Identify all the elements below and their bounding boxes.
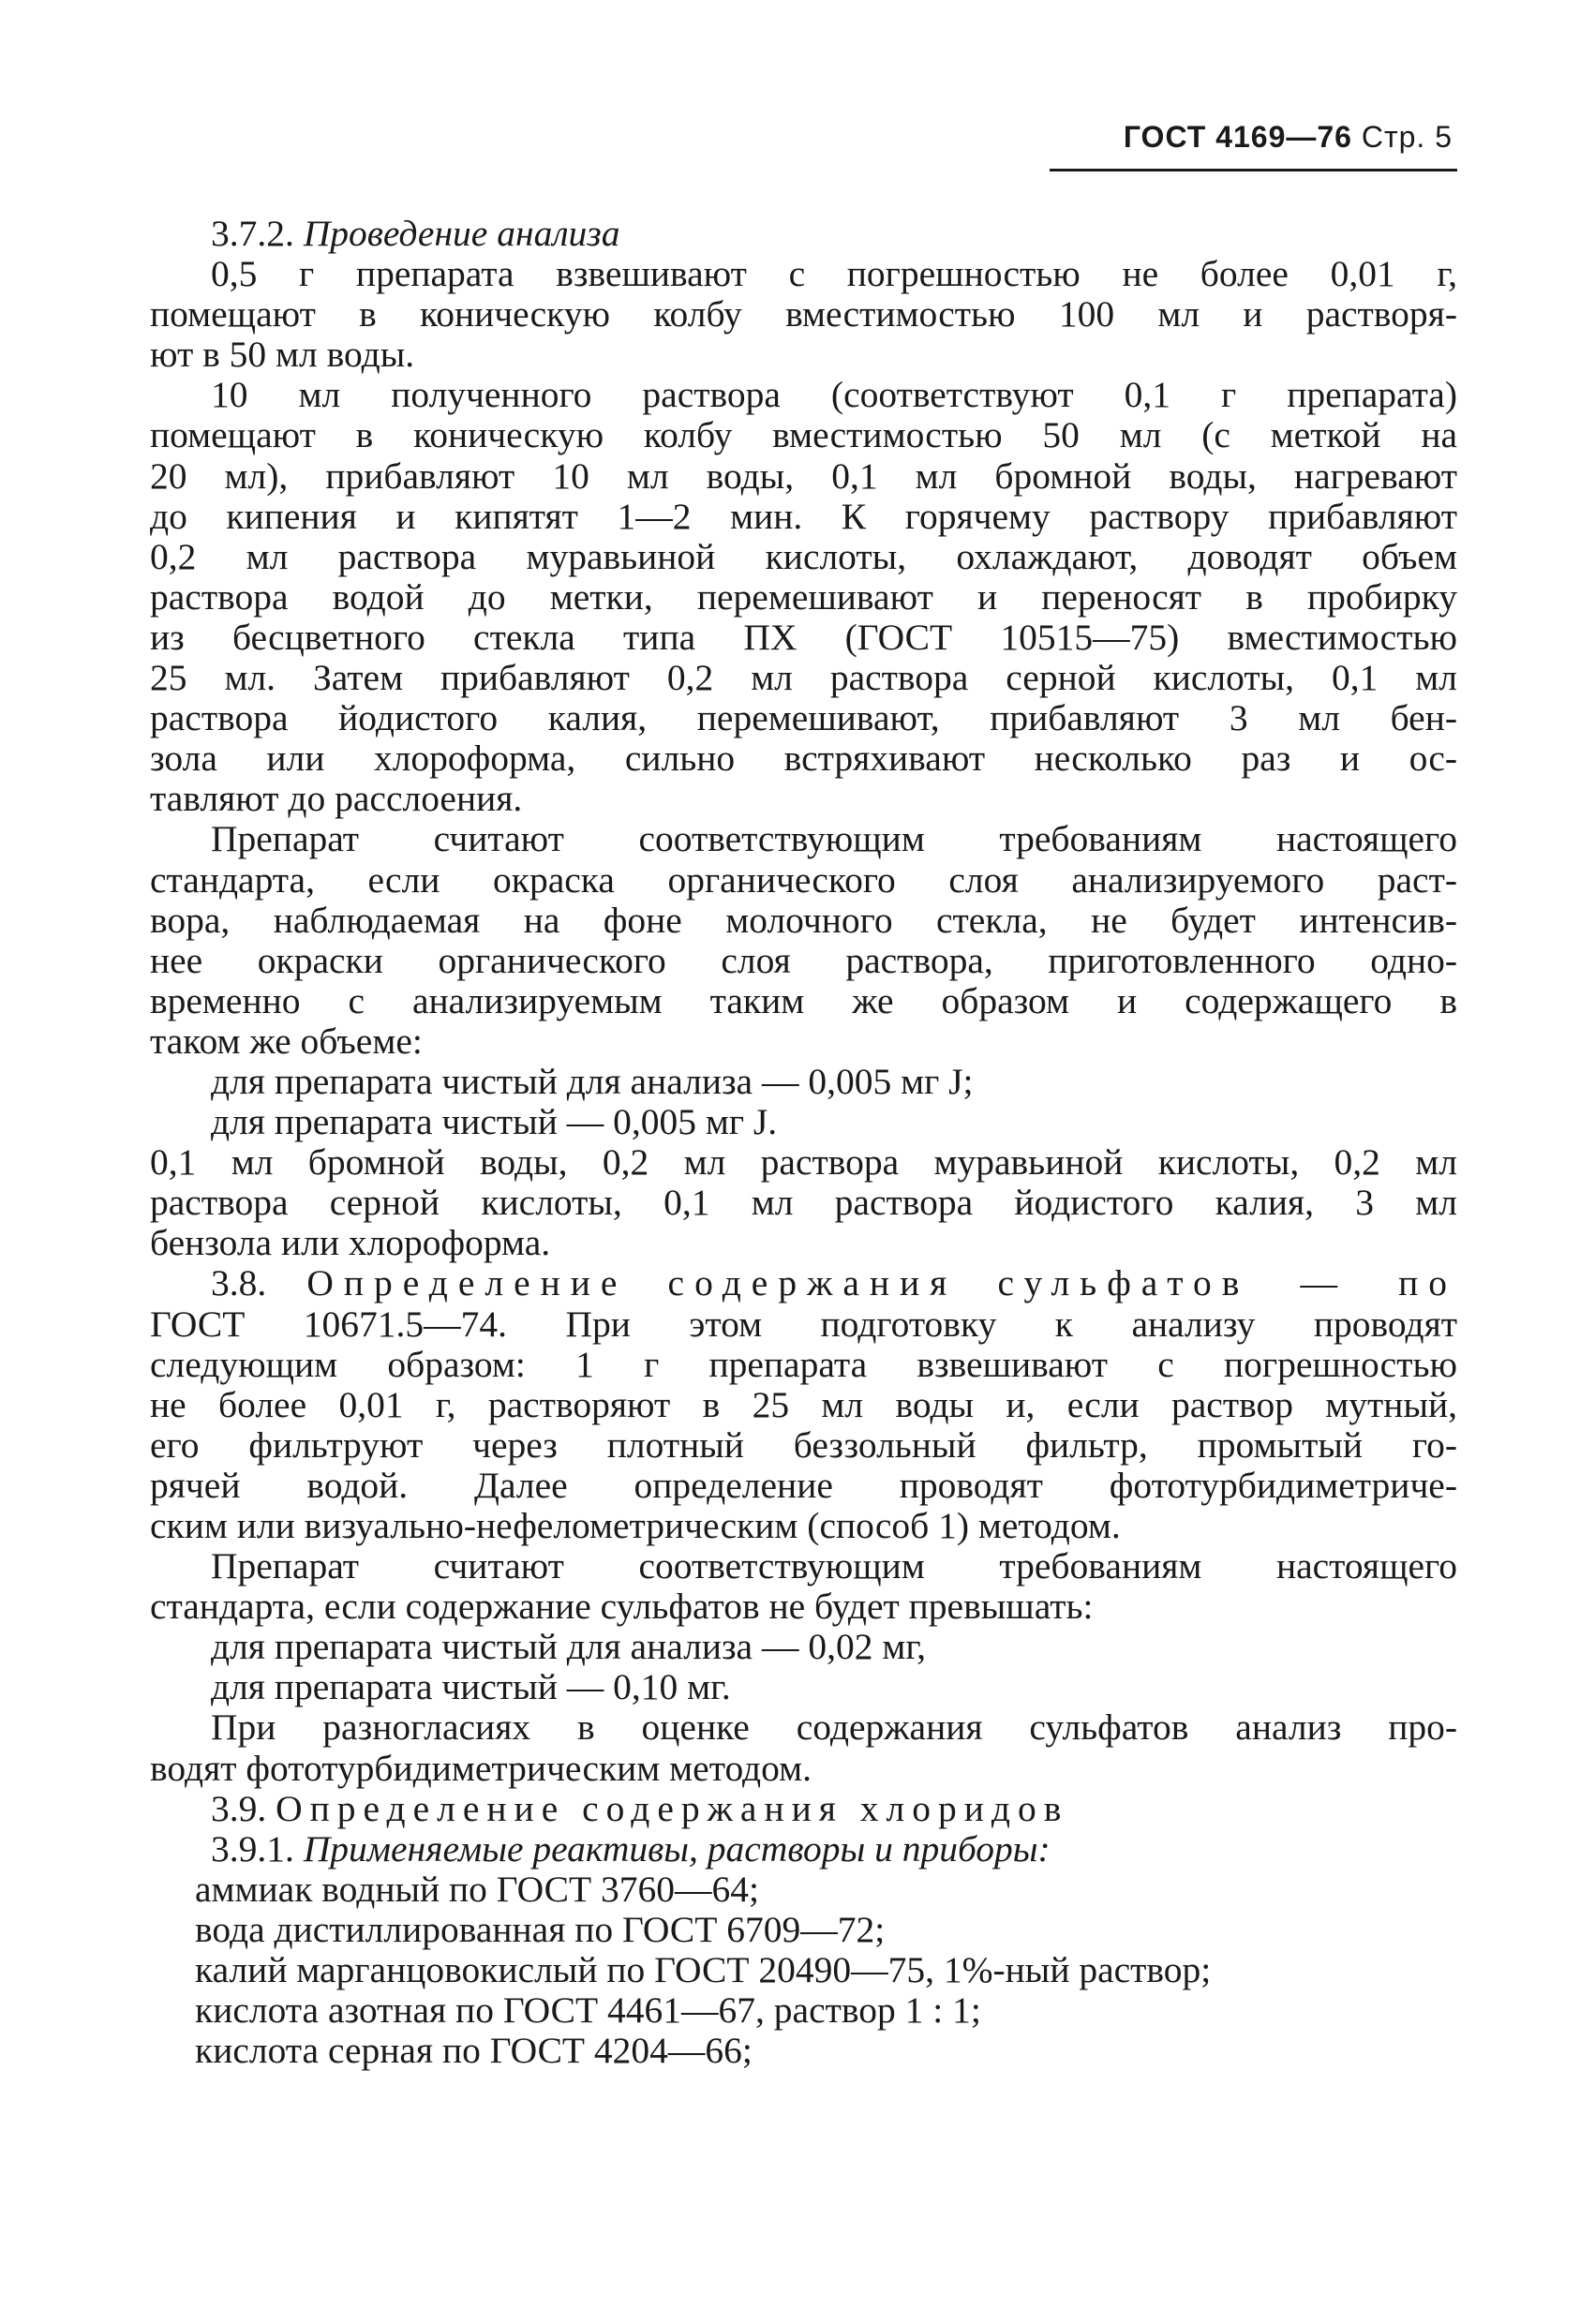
section-heading-3-9-1 bbox=[150, 1829, 1457, 1870]
page-number: Стр. 5 bbox=[1361, 120, 1453, 154]
text-line: таком же объеме: bbox=[150, 1020, 423, 1062]
text-line: следующим образом: 1 г препарата взвешивают с погрешностью bbox=[150, 1343, 1457, 1385]
text-line: Препарат считают соответствующим требованиям настоящего bbox=[211, 818, 1457, 860]
reagent-line: калий марганцовокислый по ГОСТ 20490—75, 1%-ный раствор; bbox=[195, 1949, 1212, 1991]
spaced-word: сульфатов — по bbox=[997, 1262, 1458, 1304]
text-line: 10 мл полученного раствора (соответствуют 0,1 г препарата) bbox=[211, 374, 1457, 416]
header-rule bbox=[1050, 169, 1457, 171]
section-heading-3-9 bbox=[150, 1789, 1457, 1829]
limit-line: для препарата чистый — 0,005 мг J. bbox=[211, 1101, 778, 1143]
text-line: раствора водой до метки, перемешивают и переносят в пробирку bbox=[150, 575, 1457, 618]
text-line: временно с анализируемым таким же образом и содержащего в bbox=[150, 979, 1457, 1021]
text-line: Препарат считают соответствующим требованиям настоящего bbox=[211, 1545, 1457, 1587]
text-line: тавляют до расслоения. bbox=[150, 778, 523, 820]
spaced-word: содержания bbox=[667, 1262, 958, 1304]
text-line: рячей водой. Далее определение проводят фототурбидиметриче- bbox=[150, 1464, 1457, 1506]
reagent-line: кислота азотная по ГОСТ 4461—67, раствор 1 : 1; bbox=[195, 1989, 981, 2032]
body-text bbox=[150, 214, 1457, 2071]
text-line: бензола или хлороформа. bbox=[150, 1222, 551, 1264]
text-line: 0,1 мл бромной воды, 0,2 мл раствора муравьиной кислоты, 0,2 мл bbox=[150, 1141, 1457, 1184]
text-line: нее окраски органического слоя раствора, приготовленного одно- bbox=[150, 939, 1457, 981]
section-number: 3.7.2. bbox=[211, 213, 294, 254]
text-line: стандарта, если содержание сульфатов не будет превышать: bbox=[150, 1586, 1094, 1628]
text-line: При разногласиях в оценке содержания сульфатов анализ про- bbox=[211, 1706, 1457, 1749]
text-line: помещают в коническую колбу вместимостью 50 мл (с меткой на bbox=[150, 414, 1457, 456]
text-line: ским или визуально-нефелометрическим (способ 1) методом. bbox=[150, 1505, 1121, 1546]
section-title: Применяемые реактивы, растворы и приборы: bbox=[303, 1827, 1051, 1870]
spaced-word: Определение bbox=[306, 1262, 628, 1304]
section-title: Определение содержания хлоридов bbox=[276, 1787, 1069, 1829]
text-line: его фильтруют через плотный беззольный фильтр, промытый го- bbox=[150, 1423, 1457, 1466]
text-line: стандарта, если окраска органического слоя анализируемого раст- bbox=[150, 858, 1457, 901]
text-line: до кипения и кипятят 1—2 мин. К горячему раствору прибавляют bbox=[150, 495, 1457, 537]
text-line: ют в 50 мл воды. bbox=[150, 334, 415, 376]
reagent-line: аммиак водный по ГОСТ 3760—64; bbox=[195, 1868, 759, 1910]
page-header bbox=[1050, 120, 1453, 155]
reagent-line: кислота серная по ГОСТ 4204—66; bbox=[195, 2030, 753, 2072]
text-line: не более 0,01 г, растворяют в 25 мл воды и, если раствор мутный, bbox=[150, 1383, 1457, 1425]
section-number: 3.9. bbox=[211, 1787, 267, 1829]
text-line: помещают в коническую колбу вместимостью 100 мл и растворя- bbox=[150, 293, 1457, 335]
section-heading-3-7-2 bbox=[150, 214, 1457, 254]
limit-line: для препарата чистый для анализа — 0,005 мг J; bbox=[211, 1060, 974, 1102]
text-line: 20 мл), прибавляют 10 мл воды, 0,1 мл бромной воды, нагревают bbox=[150, 454, 1457, 497]
limit-line: для препарата чистый для анализа — 0,02 мг, bbox=[211, 1626, 926, 1668]
text-line: раствора йодистого калия, перемешивают, прибавляют 3 мл бен- bbox=[150, 697, 1457, 739]
text-line: из бесцветного стекла типа ПХ (ГОСТ 10515—75) вместимостью bbox=[150, 616, 1457, 658]
section-number: 3.9.1. bbox=[211, 1827, 294, 1870]
reagent-line: вода дистиллированная по ГОСТ 6709—72; bbox=[195, 1908, 886, 1950]
text-line: 25 мл. Затем прибавляют 0,2 мл раствора серной кислоты, 0,1 мл bbox=[150, 657, 1457, 699]
text-line: 0,2 мл раствора муравьиной кислоты, охлаждают, доводят объем bbox=[150, 535, 1457, 577]
limit-line: для препарата чистый — 0,10 мг. bbox=[211, 1666, 731, 1708]
standard-number: ГОСТ 4169—76 bbox=[1123, 120, 1352, 154]
text-line: вора, наблюдаемая на фоне молочного стекла, не будет интенсив- bbox=[150, 899, 1457, 941]
section-heading-3-8 bbox=[150, 1263, 1457, 1304]
text-line: 0,5 г препарата взвешивают с погрешностью не более 0,01 г, bbox=[211, 253, 1457, 295]
text-line: ГОСТ 10671.5—74. При этом подготовку к анализу проводят bbox=[150, 1303, 1457, 1345]
section-number: 3.8. bbox=[211, 1262, 267, 1304]
text-line: раствора серной кислоты, 0,1 мл раствора йодистого калия, 3 мл bbox=[150, 1182, 1457, 1224]
section-title: Проведение анализа bbox=[303, 213, 620, 254]
text-line: водят фототурбидиметрическим методом. bbox=[150, 1747, 812, 1789]
text-line: зола или хлороформа, сильно встряхивают несколько раз и ос- bbox=[150, 737, 1457, 780]
